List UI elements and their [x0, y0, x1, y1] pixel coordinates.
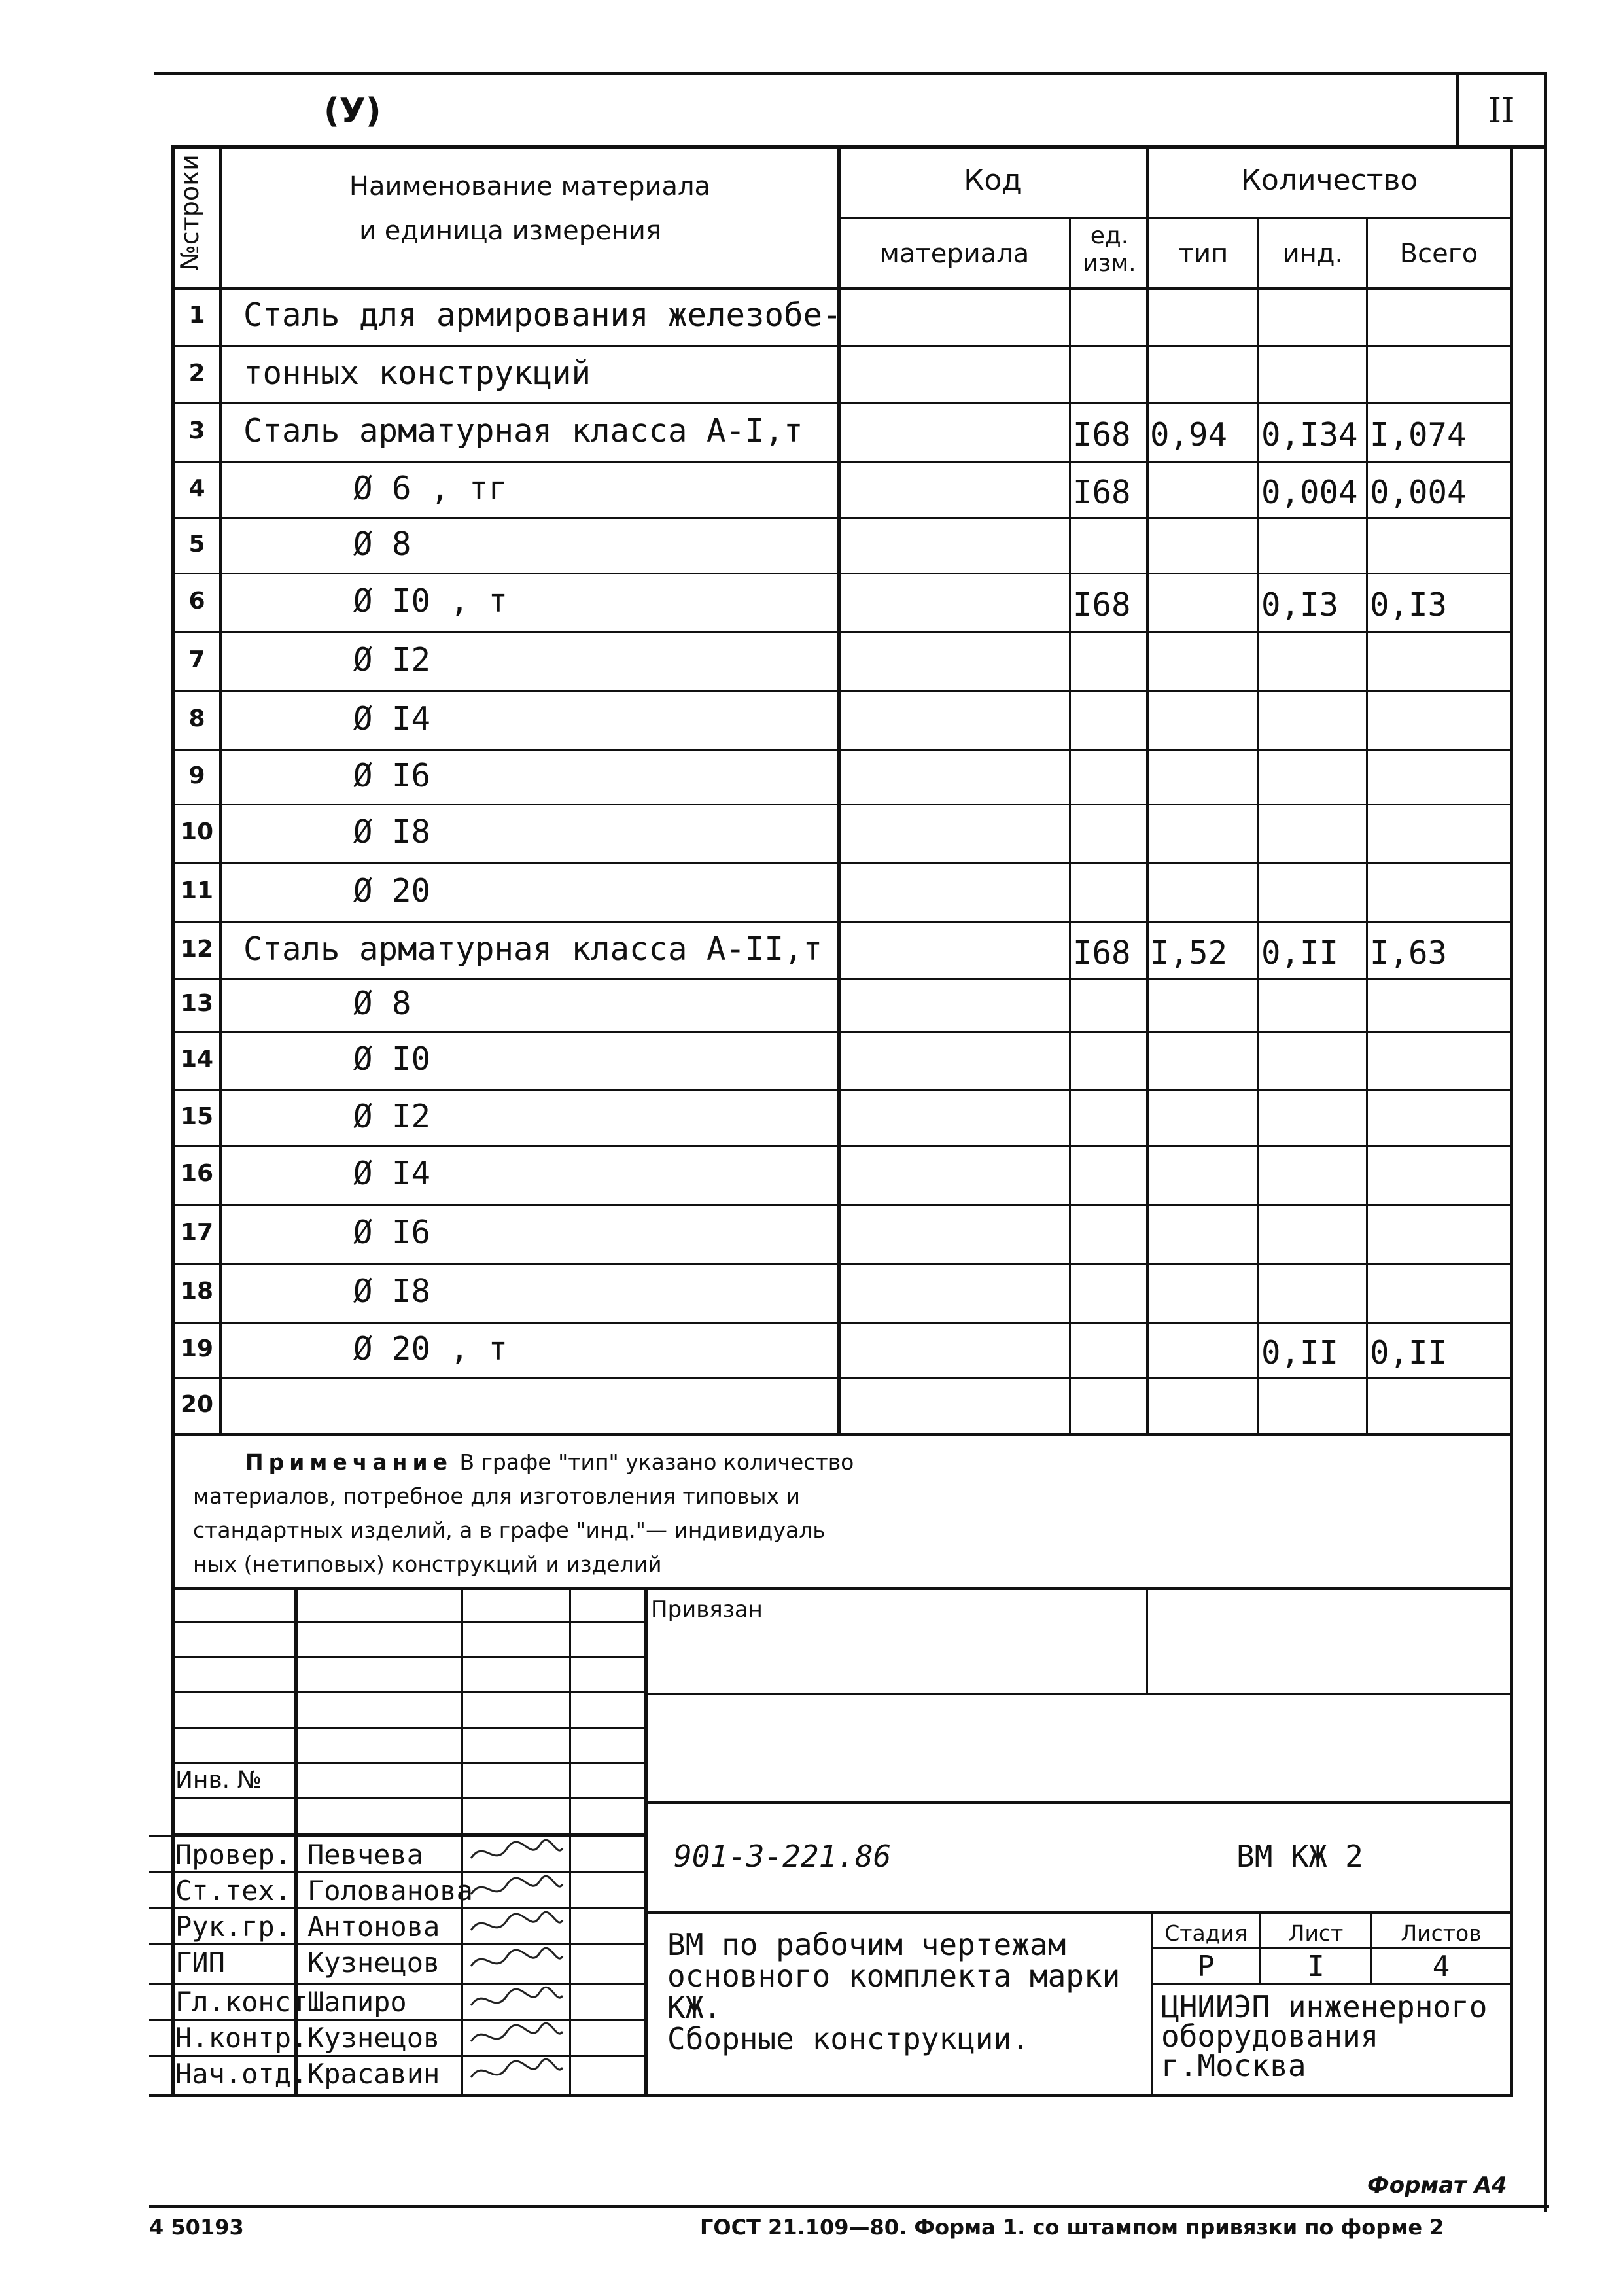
row-name: Сталь арматурная класса А-I,т [243, 412, 803, 450]
row-name: Ø I0 , т [353, 582, 508, 620]
person-name: Красавин [307, 2058, 440, 2090]
stamp-mid [646, 1801, 1511, 1804]
doc-code: 901-3-221.86 [674, 1839, 892, 1874]
header-ind: инд. [1282, 239, 1344, 269]
person-name: Голованова [307, 1875, 473, 1907]
row-divider [171, 1377, 1512, 1379]
row-number: 14 [180, 1046, 214, 1072]
row-name: Ø I2 [353, 1097, 431, 1135]
row-divider [171, 517, 1512, 519]
stamp-code-bottom [646, 1911, 1511, 1914]
row-name: Ø 20 , т [353, 1330, 508, 1368]
signature [468, 1943, 566, 1979]
col-div-name [837, 145, 841, 1434]
row-total: I,63 [1370, 934, 1448, 972]
row-number: 16 [180, 1160, 214, 1187]
title-line4: Сборные конструкции. [667, 2021, 1030, 2057]
row-number: 11 [180, 877, 214, 904]
row-unit: I68 [1073, 416, 1131, 453]
row-number: 8 [188, 705, 205, 732]
row-number: 13 [180, 990, 214, 1017]
col-div-unit [1146, 145, 1149, 1434]
row-number: 5 [188, 530, 205, 557]
stage-value: Р [1197, 1950, 1215, 1983]
org-line1: ЦНИИЭП инженерного [1161, 1989, 1488, 2024]
person-name: Певчева [307, 1839, 424, 1871]
people-row-divider [149, 2019, 646, 2021]
stamp-bottom [149, 2094, 1513, 2097]
top-border [154, 72, 1547, 75]
row-name: тонных конструкций [243, 354, 591, 392]
stamp-top [171, 1587, 1512, 1590]
table-top [171, 145, 1512, 149]
stamp-left-row-6 [171, 1797, 646, 1799]
footer-gost: ГОСТ 21.109—80. Форма 1. со штампом привязки по форме 2 [700, 2215, 1444, 2240]
row-divider [171, 402, 1512, 404]
attached-box-bottom [646, 1693, 1511, 1695]
row-typ: 0,94 [1150, 416, 1228, 453]
row-name: Ø I4 [353, 700, 431, 737]
row-name: Ø 8 [353, 525, 411, 563]
header-name-line1: Наименование материала [349, 171, 711, 202]
row-name: Сталь для армирования железобе- [243, 296, 842, 334]
people-row-divider [149, 1983, 646, 1985]
row-divider [171, 461, 1512, 463]
person-role: Нач.отд. [175, 2058, 308, 2090]
header-name-line2: и единица измерения [359, 216, 661, 246]
row-number: 10 [180, 819, 214, 845]
stamp-left-row-5 [171, 1762, 646, 1764]
row-number: 15 [180, 1103, 214, 1130]
row-typ: I,52 [1150, 934, 1228, 972]
person-name: Кузнецов [307, 2022, 440, 2054]
row-divider [171, 978, 1512, 980]
header-code: Код [964, 164, 1022, 197]
row-divider [171, 804, 1512, 805]
row-divider [171, 862, 1512, 864]
row-unit: I68 [1073, 586, 1131, 624]
row-number: 7 [188, 646, 205, 673]
people-row-divider [149, 2055, 646, 2057]
signature [468, 1871, 566, 1907]
footer-line [149, 2205, 1549, 2208]
row-name: Ø 8 [353, 985, 411, 1022]
row-divider [171, 1089, 1512, 1091]
row-divider [171, 631, 1512, 633]
stamp-left-row-7 [171, 1833, 646, 1835]
person-role: Н.контр. [175, 2022, 308, 2054]
signature [468, 1907, 566, 1943]
row-total: I,074 [1370, 416, 1467, 453]
row-ind: 0,I34 [1261, 416, 1358, 453]
org-line2: оборудования [1161, 2019, 1379, 2054]
sheet-value: I [1307, 1950, 1325, 1983]
stamp-attached: Привязан [651, 1597, 763, 1623]
row-divider [171, 573, 1512, 574]
person-name: Шапиро [307, 1986, 407, 2018]
table-bottom [171, 1433, 1512, 1436]
signature [468, 1835, 566, 1871]
note-line4: ных (нетиповых) конструкций и изделий [193, 1551, 662, 1577]
row-divider [171, 921, 1512, 923]
stamp-divider-left [644, 1587, 648, 2097]
row-number: 20 [180, 1390, 214, 1418]
row-divider [171, 1322, 1512, 1324]
row-divider [171, 1204, 1512, 1206]
sheet-number: II [1488, 92, 1515, 131]
stage-label-line [1151, 1947, 1511, 1949]
person-name: Кузнецов [307, 1947, 440, 1979]
header-bottom [171, 287, 1512, 290]
person-role: Гл.конст. [175, 1986, 324, 2018]
person-role: ГИП [175, 1947, 225, 1979]
col-div-ind [1366, 217, 1368, 1434]
header-sub-divider [837, 217, 1511, 219]
stamp-left-row-2 [171, 1656, 646, 1658]
stage-label: Стадия [1164, 1920, 1248, 1946]
row-divider [171, 1031, 1512, 1033]
row-number: 18 [180, 1278, 214, 1305]
row-number: 3 [188, 417, 205, 444]
people-row-divider [149, 1943, 646, 1945]
format-label: Формат А4 [1367, 2172, 1507, 2199]
row-divider [171, 1145, 1512, 1147]
note-label: Примечание [245, 1449, 453, 1475]
row-ind: 0,II [1261, 934, 1339, 972]
note-line2: материалов, потребное для изготовления типовых и [193, 1483, 800, 1509]
stamp-col-1 [294, 1587, 298, 2097]
stamp-col-2 [461, 1587, 463, 2097]
row-divider [171, 345, 1512, 347]
person-role: Рук.гр. [175, 1911, 292, 1943]
header-total: Всего [1399, 239, 1478, 269]
people-row-divider [149, 1907, 646, 1909]
stamp-left-row-1 [171, 1621, 646, 1623]
row-ind: 0,I3 [1261, 586, 1339, 624]
right-border [1544, 72, 1547, 2212]
person-role: Провер. [175, 1839, 292, 1871]
title-line1: ВМ по рабочим чертежам [667, 1927, 1066, 1962]
title-line3: КЖ. [667, 1990, 722, 2025]
people-row-divider [149, 1835, 646, 1837]
doc-mark: ВМ КЖ 2 [1236, 1839, 1363, 1874]
signature [468, 1983, 566, 2019]
signature [468, 2055, 566, 2091]
row-name: Ø I4 [353, 1155, 431, 1192]
row-name: Ø I0 [353, 1040, 431, 1078]
row-divider [171, 1263, 1512, 1265]
note-line3: стандартных изделий, а в графе "инд."— индивидуаль [193, 1517, 826, 1543]
stamp-inv-no: Инв. № [175, 1767, 262, 1793]
attached-box-right [1146, 1587, 1148, 1695]
sheets-label: Листов [1401, 1920, 1482, 1946]
row-unit: I68 [1073, 934, 1131, 972]
row-unit: I68 [1073, 473, 1131, 511]
stamp-left-row-3 [171, 1691, 646, 1693]
corner-label: (У) [324, 92, 381, 131]
row-name: Ø 20 [353, 872, 431, 910]
row-divider [171, 749, 1512, 751]
row-number: 2 [188, 359, 205, 387]
stamp-left-row-4 [171, 1727, 646, 1729]
row-number: 17 [180, 1219, 214, 1246]
row-name: Сталь арматурная класса А-II,т [243, 930, 823, 968]
org-line3: г.Москва [1161, 2048, 1306, 2083]
row-ind: 0,II [1261, 1333, 1339, 1371]
row-name: Ø I8 [353, 1273, 431, 1310]
col-div-rowno [219, 145, 222, 1434]
row-divider [171, 690, 1512, 692]
row-name: Ø I8 [353, 813, 431, 851]
header-row-no: №строки [175, 154, 204, 271]
row-number: 4 [188, 474, 205, 502]
signature [468, 2019, 566, 2055]
sheets-value: 4 [1432, 1950, 1450, 1983]
person-name: Антонова [307, 1911, 440, 1943]
note-line1 [245, 1446, 854, 1479]
stamp-col-3 [569, 1587, 571, 2097]
row-number: 19 [180, 1335, 214, 1362]
row-ind: 0,004 [1261, 473, 1358, 511]
row-number: 9 [188, 762, 205, 789]
row-name: Ø I2 [353, 641, 431, 679]
row-name: Ø 6 , тг [353, 469, 508, 507]
row-total: 0,I3 [1370, 586, 1448, 624]
title-line2: основного комплекта марки [667, 1958, 1121, 1994]
people-row-divider [149, 1871, 646, 1873]
header-unit: ед. изм. [1083, 222, 1136, 277]
header-type: тип [1178, 239, 1229, 269]
footer-left-code: 4 50193 [149, 2215, 244, 2240]
row-number: 12 [180, 935, 214, 963]
header-material: материала [879, 239, 1030, 269]
row-total: 0,II [1370, 1333, 1448, 1371]
header-quantity: Количество [1240, 164, 1418, 197]
row-number: 1 [188, 302, 205, 328]
col-div-material [1069, 217, 1071, 1434]
row-number: 6 [188, 588, 205, 614]
row-name: Ø I6 [353, 756, 431, 794]
row-total: 0,004 [1370, 473, 1467, 511]
col-div-type [1257, 217, 1259, 1434]
row-name: Ø I6 [353, 1214, 431, 1251]
person-role: Ст.тех. [175, 1875, 292, 1907]
sheet-label: Лист [1288, 1920, 1344, 1946]
note-text-1: В графе "тип" указано количество [459, 1449, 854, 1475]
